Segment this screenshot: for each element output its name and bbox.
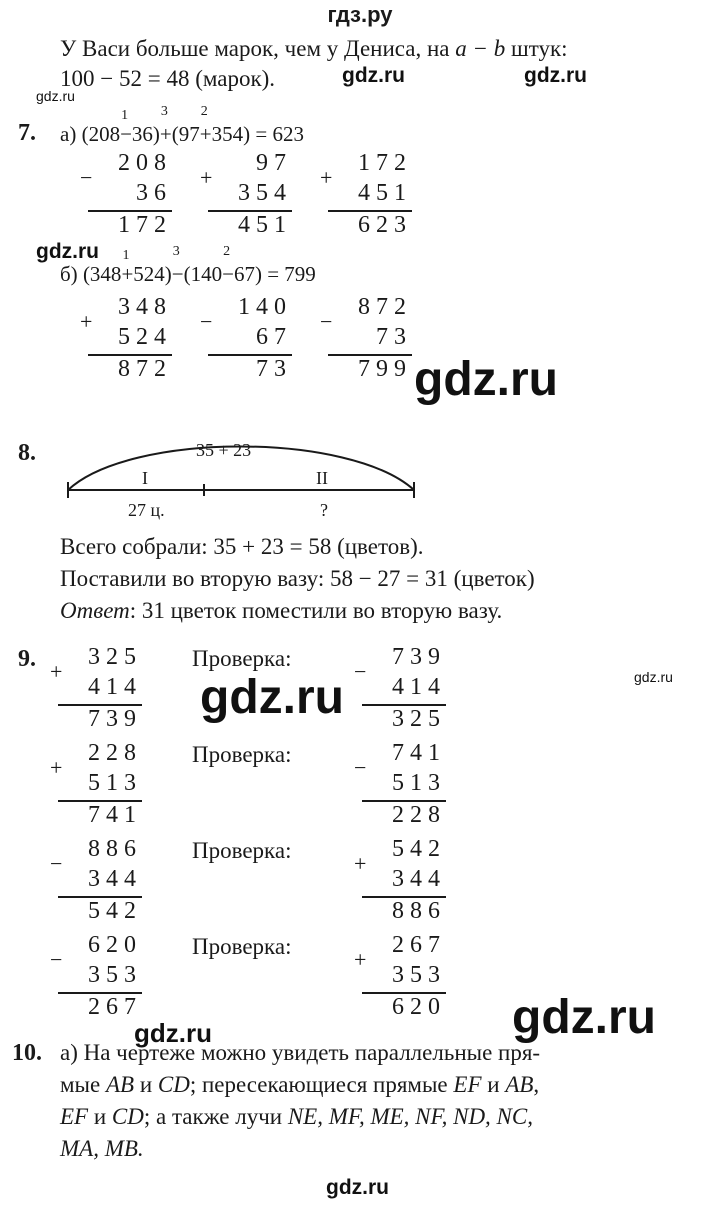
intro-line-2: 100 − 52 = 48 (марок). xyxy=(60,66,276,91)
column-operator: − xyxy=(320,309,333,334)
intro-variable: a − b xyxy=(455,36,506,61)
task-8-line-1: Всего собрали: 35 + 23 = 58 (цветов). xyxy=(60,534,424,559)
expr-part: (140 xyxy=(183,262,223,286)
column-top-number: 886 xyxy=(88,836,142,862)
column-calc xyxy=(354,932,446,1024)
watermark-large: gdz.ru xyxy=(200,671,344,724)
column-bottom-number: 513 xyxy=(392,770,446,796)
column-bottom-number: 67 xyxy=(256,324,292,350)
check-label: Проверка: xyxy=(192,742,292,767)
task-10-line-2 xyxy=(60,1072,539,1098)
t10-text: ; пересекающиеся прямые xyxy=(189,1072,454,1097)
watermark: gdz.ru xyxy=(634,669,673,685)
column-result: 741 xyxy=(88,802,142,828)
column-top-number: 542 xyxy=(392,836,446,862)
expr-op: + xyxy=(199,122,212,146)
intro-line-1 xyxy=(60,36,568,62)
expr-step: 1 xyxy=(121,108,129,123)
column-operator: − xyxy=(354,659,367,684)
diagram-part-2: II xyxy=(316,468,328,488)
column-bottom-number: 344 xyxy=(392,866,446,892)
column-operator: − xyxy=(50,947,63,972)
diagram-part-1: I xyxy=(142,468,148,488)
column-result: 228 xyxy=(392,802,446,828)
column-result: 872 xyxy=(118,356,172,382)
column-bottom-number: 451 xyxy=(358,180,412,206)
task-7-number: 7. xyxy=(18,120,36,146)
task-8-line-2: Поставили во вторую вазу: 58 − 27 = 31 (цветок) xyxy=(60,566,535,591)
column-bottom-number: 414 xyxy=(392,674,446,700)
expr-label: а) xyxy=(60,122,77,146)
column-calc xyxy=(50,644,142,736)
site-header: гдз.ру xyxy=(327,2,393,27)
t10-text: мые xyxy=(60,1072,106,1097)
diagram-top-label: 35 + 23 xyxy=(196,440,252,460)
expr-part: 524) xyxy=(133,262,172,286)
intro-text-b: штук: xyxy=(505,36,568,61)
column-top-number: 741 xyxy=(392,740,446,766)
diagram-under-2: ? xyxy=(320,500,328,520)
column-bottom-number: 73 xyxy=(376,324,412,350)
expr-op: + xyxy=(159,122,172,146)
watermark: gdz.ru xyxy=(36,240,99,263)
column-operator: + xyxy=(50,659,63,684)
column-top-number: 228 xyxy=(88,740,142,766)
column-operator: + xyxy=(80,309,93,334)
watermark-large: gdz.ru xyxy=(414,353,558,406)
column-result: 325 xyxy=(392,706,446,732)
column-result: 451 xyxy=(238,212,292,238)
t10-var: CD xyxy=(111,1104,144,1129)
t10-var: EF xyxy=(60,1104,89,1129)
column-bottom-number: 353 xyxy=(88,962,142,988)
expr-op: − xyxy=(171,262,184,286)
answer-text: : 31 цветок поместили во вторую вазу. xyxy=(129,598,503,623)
t10-text: и xyxy=(88,1104,112,1129)
check-label: Проверка: xyxy=(192,838,292,863)
expr-step: 3 xyxy=(160,104,168,119)
task-8-number: 8. xyxy=(18,440,36,466)
task-8-answer xyxy=(60,598,502,624)
column-calc xyxy=(200,150,292,242)
column-operator: + xyxy=(320,165,333,190)
check-label: Проверка: xyxy=(192,646,292,671)
column-result: 172 xyxy=(118,212,172,238)
column-calc xyxy=(354,836,446,928)
column-operator: − xyxy=(50,851,63,876)
t10-text: ; а также лучи xyxy=(143,1104,288,1129)
column-operator: − xyxy=(354,755,367,780)
column-top-number: 739 xyxy=(392,644,446,670)
watermark: gdz.ru xyxy=(326,1176,389,1199)
column-result: 73 xyxy=(256,356,292,382)
column-top-number: 348 xyxy=(118,294,172,320)
column-operator: − xyxy=(200,309,213,334)
column-top-number: 872 xyxy=(358,294,412,320)
t10-var: NE, MF, ME, NF, ND, NC, xyxy=(287,1104,533,1129)
watermark: gdz.ru xyxy=(36,88,75,104)
column-calc xyxy=(200,294,292,386)
column-calc xyxy=(320,294,412,386)
column-bottom-number: 513 xyxy=(88,770,142,796)
expr-part: 354) = 623 xyxy=(211,122,304,146)
column-calc xyxy=(50,740,142,832)
column-result: 623 xyxy=(358,212,412,238)
column-top-number: 325 xyxy=(88,644,142,670)
task-10-line-3 xyxy=(60,1104,533,1130)
column-top-number: 172 xyxy=(358,150,412,176)
expr-part: (208 xyxy=(81,122,121,146)
column-bottom-number: 524 xyxy=(118,324,172,350)
column-result: 620 xyxy=(392,994,446,1020)
column-result: 267 xyxy=(88,994,142,1020)
task-9-number: 9. xyxy=(18,646,36,672)
column-calc xyxy=(320,150,412,242)
column-bottom-number: 414 xyxy=(88,674,142,700)
column-operator: + xyxy=(50,755,63,780)
column-calc xyxy=(354,740,446,832)
column-bottom-number: 354 xyxy=(238,180,292,206)
watermark-large: gdz.ru xyxy=(512,991,656,1044)
column-top-number: 140 xyxy=(238,294,292,320)
task-10-line-1: а) На чертеже можно увидеть параллельные пря- xyxy=(60,1040,541,1065)
column-operator: − xyxy=(80,165,93,190)
column-top-number: 267 xyxy=(392,932,446,958)
expr-label: б) xyxy=(60,262,78,286)
expr-step: 1 xyxy=(122,248,130,263)
column-result: 886 xyxy=(392,898,446,924)
diagram-under-1: 27 ц. xyxy=(128,500,165,520)
column-operator: + xyxy=(200,165,213,190)
t10-text: , xyxy=(533,1072,540,1097)
expr-op: − xyxy=(222,262,234,286)
answer-label: Ответ xyxy=(60,598,130,623)
column-top-number: 97 xyxy=(256,150,292,176)
column-bottom-number: 36 xyxy=(136,180,172,206)
task-7a-expression xyxy=(60,104,304,147)
check-label: Проверка: xyxy=(192,934,292,959)
column-calc xyxy=(80,294,172,386)
t10-var: EF xyxy=(453,1072,482,1097)
column-operator: + xyxy=(354,851,367,876)
column-bottom-number: 353 xyxy=(392,962,446,988)
column-calc xyxy=(50,932,142,1024)
t10-var: AB xyxy=(105,1072,135,1097)
t10-var: AB xyxy=(505,1072,534,1097)
column-result: 739 xyxy=(88,706,142,732)
t10-text: и xyxy=(134,1072,158,1097)
column-bottom-number: 344 xyxy=(88,866,142,892)
task-10-number: 10. xyxy=(12,1040,42,1066)
watermark: gdz.ru xyxy=(342,64,405,87)
column-top-number: 620 xyxy=(88,932,142,958)
expr-step: 3 xyxy=(172,244,180,259)
task-10-line-4: MA, MB. xyxy=(60,1136,144,1161)
column-calc xyxy=(354,644,446,736)
intro-text-a: У Васи больше марок, чем у Дениса, на xyxy=(60,36,456,61)
column-result: 799 xyxy=(358,356,412,382)
expr-op: − xyxy=(120,122,132,146)
expr-op: + xyxy=(121,262,134,286)
watermark: gdz.ru xyxy=(524,64,587,87)
t10-text: и xyxy=(481,1072,506,1097)
expr-part: (348 xyxy=(82,262,122,286)
expr-step: 2 xyxy=(200,104,208,119)
expr-part: 36) xyxy=(131,122,160,146)
watermark: gdz.ru xyxy=(134,1018,212,1048)
column-top-number: 208 xyxy=(118,150,172,176)
column-calc xyxy=(50,836,142,928)
expr-part: 67) = 799 xyxy=(233,262,316,286)
column-result: 542 xyxy=(88,898,142,924)
t10-var: CD xyxy=(157,1072,190,1097)
column-calc xyxy=(80,150,172,242)
expr-step: 2 xyxy=(223,244,231,259)
expr-part: (97 xyxy=(171,122,200,146)
column-operator: + xyxy=(354,947,367,972)
